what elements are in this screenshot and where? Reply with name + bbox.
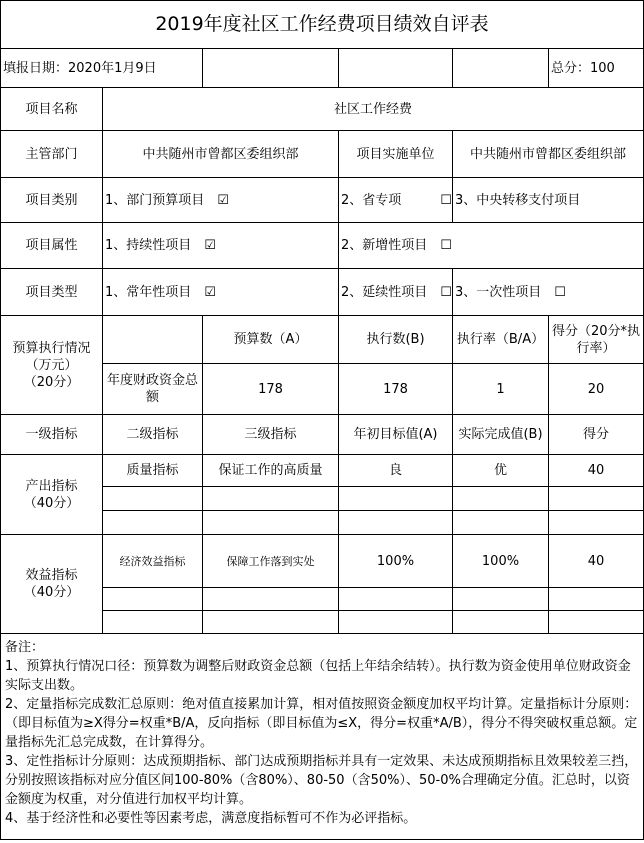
empty-cell — [453, 487, 549, 511]
total-score: 总分：100 — [549, 49, 644, 88]
budget-section-label: 预算执行情况 （万元） （20分） — [1, 316, 103, 415]
header-level1: 一级指标 — [1, 415, 103, 455]
empty-cell — [549, 611, 644, 634]
benefit-actual: 100% — [453, 535, 549, 588]
attribute-option-continuing: 1、持续性项目 ☑ — [103, 223, 339, 269]
header-level2: 二级指标 — [103, 415, 203, 455]
department-label: 主管部门 — [1, 131, 103, 178]
benefit-level2: 经济效益指标 — [103, 535, 203, 588]
header-actual: 实际完成值(B) — [453, 415, 549, 455]
empty-cell — [103, 511, 203, 535]
budget-value-b: 178 — [339, 364, 453, 415]
project-name-label: 项目名称 — [1, 88, 103, 131]
budget-value-score: 20 — [549, 364, 644, 415]
output-level3: 保证工作的高质量 — [203, 455, 339, 487]
category-option-central-transfer: 3、中央转移支付项目 — [453, 178, 644, 223]
benefit-indicator-label: 效益指标 （40分） — [1, 535, 103, 634]
empty-cell — [339, 49, 453, 88]
header-level3: 三级指标 — [203, 415, 339, 455]
budget-header-score: 得分（20分*执行率） — [549, 316, 644, 364]
header-target: 年初目标值(A) — [339, 415, 453, 455]
empty-cell — [549, 588, 644, 611]
budget-header-b: 执行数(B) — [339, 316, 453, 364]
empty-cell — [103, 316, 203, 364]
output-target: 良 — [339, 455, 453, 487]
empty-cell — [549, 487, 644, 511]
implementing-unit-value: 中共随州市曾都区委组织部 — [453, 131, 644, 178]
empty-cell — [203, 49, 339, 88]
empty-cell — [453, 611, 549, 634]
benefit-target: 100% — [339, 535, 453, 588]
output-score: 40 — [549, 455, 644, 487]
note-item: 1、预算执行情况口径：预算数为调整后财政资金总额（包括上年结余结转）。执行数为资金使用单位财政资金实际支出数。 — [5, 659, 631, 693]
budget-header-a: 预算数（A） — [203, 316, 339, 364]
empty-cell — [549, 511, 644, 535]
empty-cell — [453, 588, 549, 611]
header-score: 得分 — [549, 415, 644, 455]
empty-cell — [339, 588, 453, 611]
notes-heading: 备注： — [5, 640, 45, 655]
empty-cell — [103, 588, 203, 611]
output-indicator-label: 产出指标 （40分） — [1, 455, 103, 535]
category-option-provincial: 2、省专项 ☐ — [339, 178, 453, 223]
note-item: 4、基于经济性和必要性等因素考虑，满意度指标暂可不作为必评指标。 — [5, 811, 417, 826]
attribute-label: 项目属性 — [1, 223, 103, 269]
category-option-budget: 1、部门预算项目 ☑ — [103, 178, 339, 223]
implementing-unit-label: 项目实施单位 — [339, 131, 453, 178]
budget-value-rate: 1 — [453, 364, 549, 415]
type-option-annual: 1、常年性项目 ☑ — [103, 269, 339, 316]
empty-cell — [453, 49, 549, 88]
category-label: 项目类别 — [1, 178, 103, 223]
output-level2: 质量指标 — [103, 455, 203, 487]
page-title: 2019年度社区工作经费项目绩效自评表 — [1, 1, 644, 49]
budget-row-label: 年度财政资金总额 — [103, 364, 203, 415]
note-item: 3、定性指标计分原则：达成预期指标、部门达成预期指标并具有一定效果、未达成预期指标且效果较差三挡，分别按照该指标对应分值区间100-80%（含80%）、80-50（含50%）、50-0%合理确定分值。汇总时，以资金额度为权重，对分值进行加权平均计算。 — [5, 754, 638, 807]
empty-cell — [453, 511, 549, 535]
fill-date: 填报日期：2020年1月9日 — [1, 49, 203, 88]
empty-cell — [103, 611, 203, 634]
output-actual: 优 — [453, 455, 549, 487]
benefit-score: 40 — [549, 535, 644, 588]
budget-value-a: 178 — [203, 364, 339, 415]
note-item: 2、定量指标完成数汇总原则：绝对值直接累加计算，相对值按照资金额度加权平均计算。定量指标计分原则：（即目标值为≥X得分=权重*B/A，反向指标（即目标值为≤X，得分=权重*A/B），得分不得突破权重总额。定量指标先汇总完成数，在计算得分。 — [5, 697, 638, 750]
type-option-extended: 2、延续性项目 ☐ — [339, 269, 453, 316]
attribute-option-new: 2、新增性项目 ☐ — [339, 223, 644, 269]
empty-cell — [339, 511, 453, 535]
empty-cell — [339, 487, 453, 511]
empty-cell — [203, 588, 339, 611]
empty-cell — [203, 487, 339, 511]
empty-cell — [339, 611, 453, 634]
empty-cell — [103, 487, 203, 511]
department-value: 中共随州市曾都区委组织部 — [103, 131, 339, 178]
budget-header-rate: 执行率（B/A） — [453, 316, 549, 364]
empty-cell — [203, 611, 339, 634]
benefit-level3: 保障工作落到实处 — [203, 535, 339, 588]
project-name-value: 社区工作经费 — [103, 88, 644, 131]
notes-section — [1, 634, 644, 840]
empty-cell — [203, 511, 339, 535]
type-label: 项目类型 — [1, 269, 103, 316]
type-option-one-time: 3、一次性项目 ☐ — [453, 269, 644, 316]
